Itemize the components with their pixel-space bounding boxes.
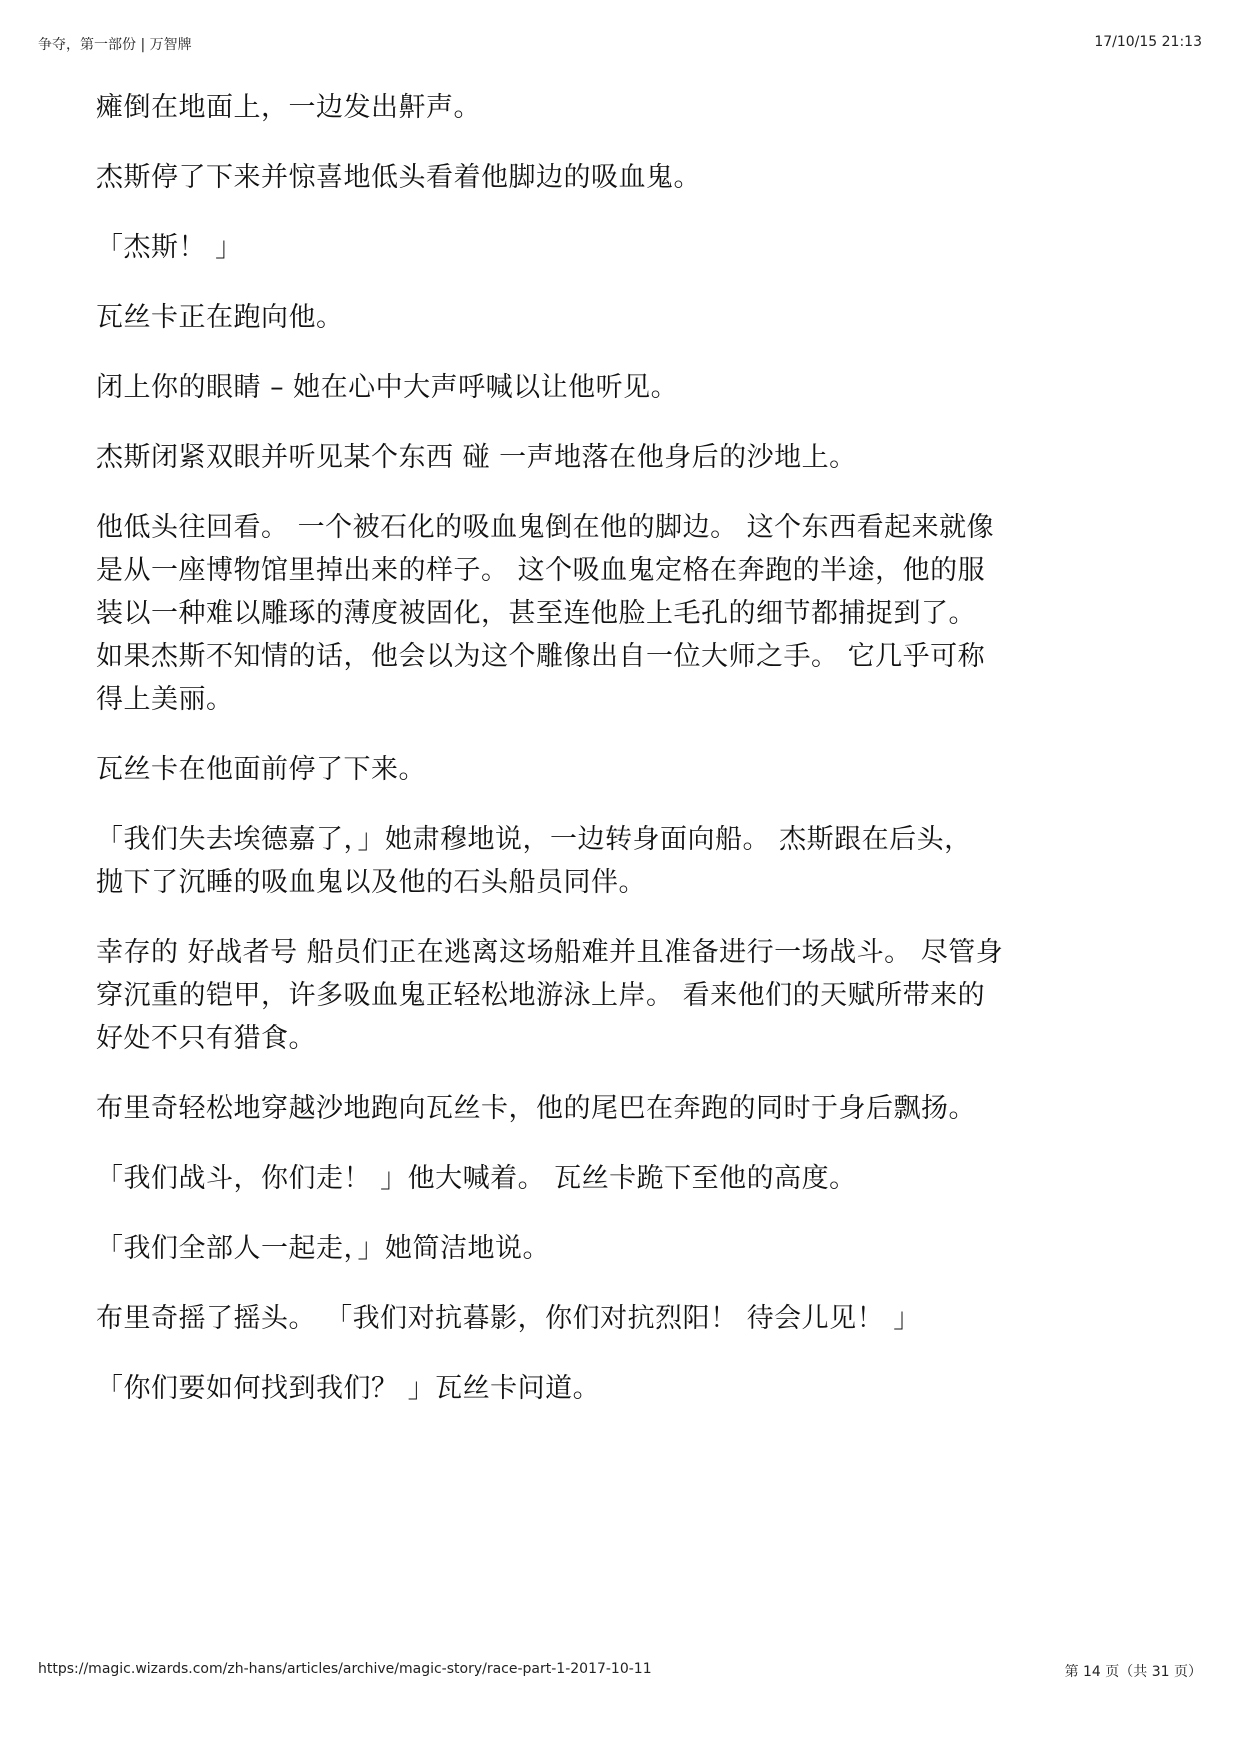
text-line: 「我们全部人一起走，」她简洁地说。 xyxy=(96,1233,550,1264)
text-line: 穿沉重的铠甲，许多吸血鬼正轻松地游泳上岸。 看来他们的天赋所带来的 xyxy=(96,980,986,1011)
paragraph xyxy=(96,506,1136,721)
paragraph xyxy=(96,366,1136,409)
paragraph xyxy=(96,226,1136,269)
paragraph xyxy=(96,818,1136,904)
text-line: 「杰斯！ 」 xyxy=(96,232,243,263)
text-line: 如果杰斯不知情的话，他会以为这个雕像出自一位大师之手。 它几乎可称 xyxy=(96,641,986,672)
text-line: 杰斯停了下来并惊喜地低头看着他脚边的吸血鬼。 xyxy=(96,162,701,193)
paragraph xyxy=(96,436,1136,479)
text-line: 瘫倒在地面上，一边发出鼾声。 xyxy=(96,92,481,123)
paragraph xyxy=(96,1367,1136,1410)
page-header xyxy=(38,34,1202,54)
source-url: https://magic.wizards.com/zh-hans/articles/archive/magic-story/race-part-1-2017-10-11 xyxy=(38,1661,652,1677)
paragraph xyxy=(96,748,1136,791)
text-line: 闭上你的眼睛 – 她在心中大声呼喊以让他听见。 xyxy=(96,372,679,403)
page-number: 第 14 页（共 31 页） xyxy=(1064,1664,1202,1680)
paragraph xyxy=(96,1157,1136,1200)
paragraph xyxy=(96,156,1136,199)
paragraph xyxy=(96,1227,1136,1270)
text-line: 「我们战斗，你们走！ 」他大喊着。 瓦丝卡跪下至他的高度。 xyxy=(96,1163,857,1194)
paragraph xyxy=(96,296,1136,339)
paragraph xyxy=(96,1087,1136,1130)
text-line: 布里奇轻松地穿越沙地跑向瓦丝卡，他的尾巴在奔跑的同时于身后飘扬。 xyxy=(96,1093,976,1124)
text-line: 得上美丽。 xyxy=(96,684,234,715)
document-title: 争夺，第一部份 | 万智牌 xyxy=(38,37,192,53)
page-footer xyxy=(38,1661,1202,1681)
text-line: 瓦丝卡在他面前停了下来。 xyxy=(96,754,426,785)
text-line: 杰斯闭紧双眼并听见某个东西 碰 一声地落在他身后的沙地上。 xyxy=(96,442,857,473)
text-line: 「你们要如何找到我们？ 」瓦丝卡问道。 xyxy=(96,1373,601,1404)
text-line: 装以一种难以雕琢的薄度被固化，甚至连他脸上毛孔的细节都捕捉到了。 xyxy=(96,598,976,629)
text-line: 布里奇摇了摇头。 「我们对抗暮影，你们对抗烈阳！ 待会儿见！ 」 xyxy=(96,1303,921,1334)
text-line: 抛下了沉睡的吸血鬼以及他的石头船员同伴。 xyxy=(96,867,646,898)
print-datetime: 17/10/15 21:13 xyxy=(1094,34,1202,50)
text-line: 瓦丝卡正在跑向他。 xyxy=(96,302,344,333)
text-line: 「我们失去埃德嘉了，」她肃穆地说，一边转身面向船。 杰斯跟在后头， xyxy=(96,824,972,855)
paragraph xyxy=(96,86,1136,129)
article-body xyxy=(96,86,1136,1410)
paragraph xyxy=(96,931,1136,1060)
text-line: 他低头往回看。 一个被石化的吸血鬼倒在他的脚边。 这个东西看起来就像 xyxy=(96,512,995,543)
text-line: 幸存的 好战者号 船员们正在逃离这场船难并且准备进行一场战斗。 尽管身 xyxy=(96,937,1004,968)
text-line: 好处不只有猎食。 xyxy=(96,1023,316,1054)
text-line: 是从一座博物馆里掉出来的样子。 这个吸血鬼定格在奔跑的半途，他的服 xyxy=(96,555,986,586)
paragraph xyxy=(96,1297,1136,1340)
